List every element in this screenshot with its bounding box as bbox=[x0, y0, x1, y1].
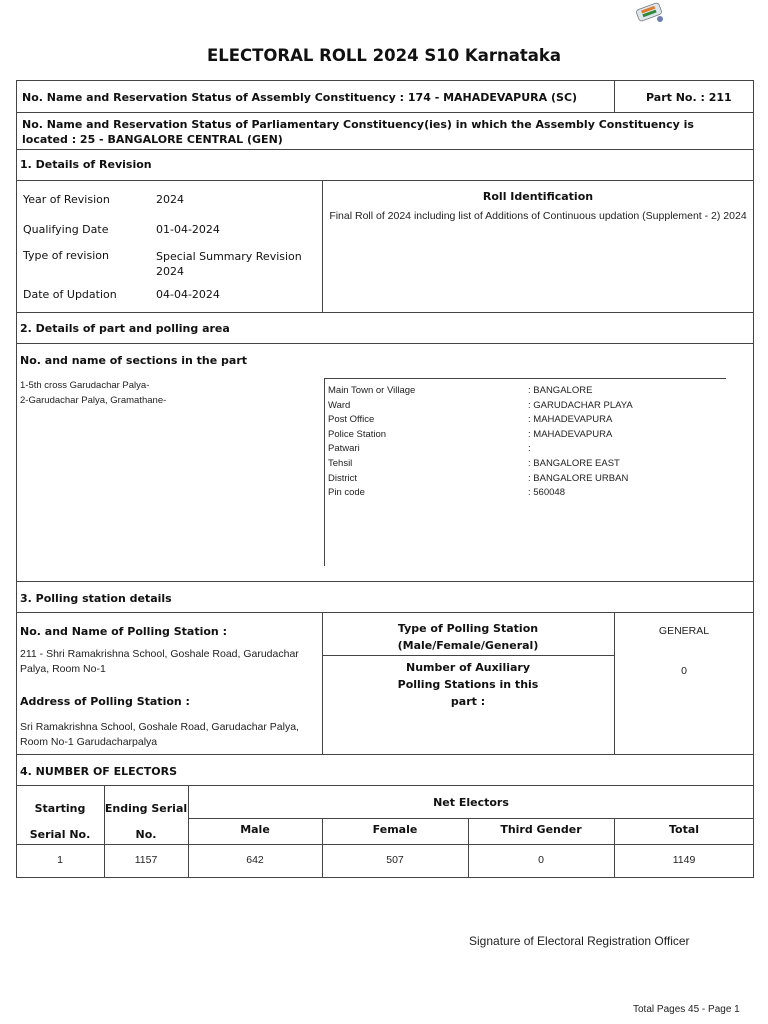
signature-label: Signature of Electoral Registration Officer bbox=[469, 934, 690, 948]
third-gender-value: 0 bbox=[538, 854, 544, 866]
area-detail-label: Pin code bbox=[328, 487, 365, 499]
total-value: 1149 bbox=[672, 854, 696, 866]
revision-section-title: 1. Details of Revision bbox=[20, 158, 152, 171]
section-item: 2-Garudachar Palya, Gramathane- bbox=[20, 395, 167, 406]
female-value: 507 bbox=[386, 854, 404, 866]
third-gender-header: Third Gender bbox=[500, 823, 582, 836]
area-detail-value: : BANGALORE bbox=[528, 385, 593, 396]
polling-station-name-title: No. and Name of Polling Station : bbox=[20, 625, 227, 638]
male-value: 642 bbox=[246, 854, 264, 866]
date-of-updation-value: 04-04-2024 bbox=[156, 288, 220, 301]
area-detail-value: : MAHADEVAPURA bbox=[528, 414, 613, 426]
roll-identification-title: Roll Identification bbox=[482, 190, 594, 203]
starting-serial-value: 1 bbox=[57, 854, 63, 866]
electors-section-title: 4. NUMBER OF ELECTORS bbox=[20, 765, 177, 778]
part-section-title: 2. Details of part and polling area bbox=[20, 322, 230, 335]
qualifying-date-value: 01-04-2024 bbox=[156, 223, 220, 236]
qualifying-date-label: Qualifying Date bbox=[23, 223, 109, 236]
year-of-revision-label: Year of Revision bbox=[23, 193, 110, 206]
starting-serial-header: Starting Serial No. bbox=[29, 802, 91, 841]
ending-serial-header: Ending Serial No. bbox=[104, 802, 188, 841]
roll-identification-text: Final Roll of 2024 including list of Additions of Continuous updation (Supplement - 2) 2024 bbox=[329, 210, 747, 222]
part-number: Part No. : 211 bbox=[646, 91, 732, 104]
area-detail-value: : GARUDACHAR PLAYA bbox=[528, 399, 633, 411]
parliamentary-constituency: No. Name and Reservation Status of Parliamentary Constituency(ies) in which the Assembly Constituency is located : 25 - BANGALORE CENTRAL (GEN) bbox=[22, 118, 694, 146]
auxiliary-stations-value: 0 bbox=[681, 665, 687, 677]
polling-station-type-value: GENERAL bbox=[658, 625, 710, 637]
male-header: Male bbox=[240, 823, 270, 836]
type-of-revision-label: Type of revision bbox=[23, 249, 109, 262]
area-detail-label: Main Town or Village bbox=[328, 385, 416, 396]
area-detail-value: : BANGALORE EAST bbox=[528, 458, 620, 469]
area-detail-value: : BANGALORE URBAN bbox=[528, 472, 629, 484]
area-detail-label: Tehsil bbox=[328, 458, 353, 469]
area-detail-label: Ward bbox=[328, 399, 351, 411]
total-header: Total bbox=[668, 823, 700, 836]
section-item: 1-5th cross Garudachar Palya- bbox=[20, 380, 150, 391]
assembly-constituency: No. Name and Reservation Status of Assembly Constituency : 174 - MAHADEVAPURA (SC) bbox=[22, 91, 578, 104]
area-detail-value: : bbox=[528, 443, 531, 455]
type-of-revision-value: Special Summary Revision 2024 bbox=[156, 250, 302, 278]
date-of-updation-label: Date of Updation bbox=[23, 288, 117, 301]
ending-serial-value: 1157 bbox=[134, 854, 158, 866]
area-detail-label: Post Office bbox=[328, 414, 375, 426]
area-detail-label: District bbox=[328, 472, 358, 484]
polling-section-title: 3. Polling station details bbox=[20, 592, 172, 605]
area-detail-value: : 560048 bbox=[528, 487, 565, 499]
auxiliary-stations-title: Number of Auxiliary Polling Stations in this part : bbox=[397, 661, 539, 708]
polling-station-address: Sri Ramakrishna School, Goshale Road, Garudachar Palya, Room No-1 Garudacharpalya bbox=[20, 721, 299, 748]
female-header: Female bbox=[372, 823, 418, 836]
area-detail-label: Patwari bbox=[328, 443, 360, 455]
area-detail-label: Police Station bbox=[328, 428, 387, 440]
sections-title: No. and name of sections in the part bbox=[20, 354, 248, 367]
polling-station-name: 211 - Shri Ramakrishna School, Goshale Road, Garudachar Palya, Room No-1 bbox=[20, 648, 299, 675]
page-title: ELECTORAL ROLL 2024 S10 Karnataka bbox=[206, 46, 561, 65]
year-of-revision-value: 2024 bbox=[156, 193, 184, 206]
election-commission-logo-icon bbox=[634, 2, 668, 26]
polling-station-type-title: Type of Polling Station (Male/Female/General) bbox=[397, 622, 539, 652]
net-electors-header: Net Electors bbox=[433, 796, 509, 809]
area-detail-value: : MAHADEVAPURA bbox=[528, 428, 613, 440]
page-count: Total Pages 45 - Page 1 bbox=[633, 1004, 740, 1015]
polling-station-address-title: Address of Polling Station : bbox=[20, 695, 190, 708]
